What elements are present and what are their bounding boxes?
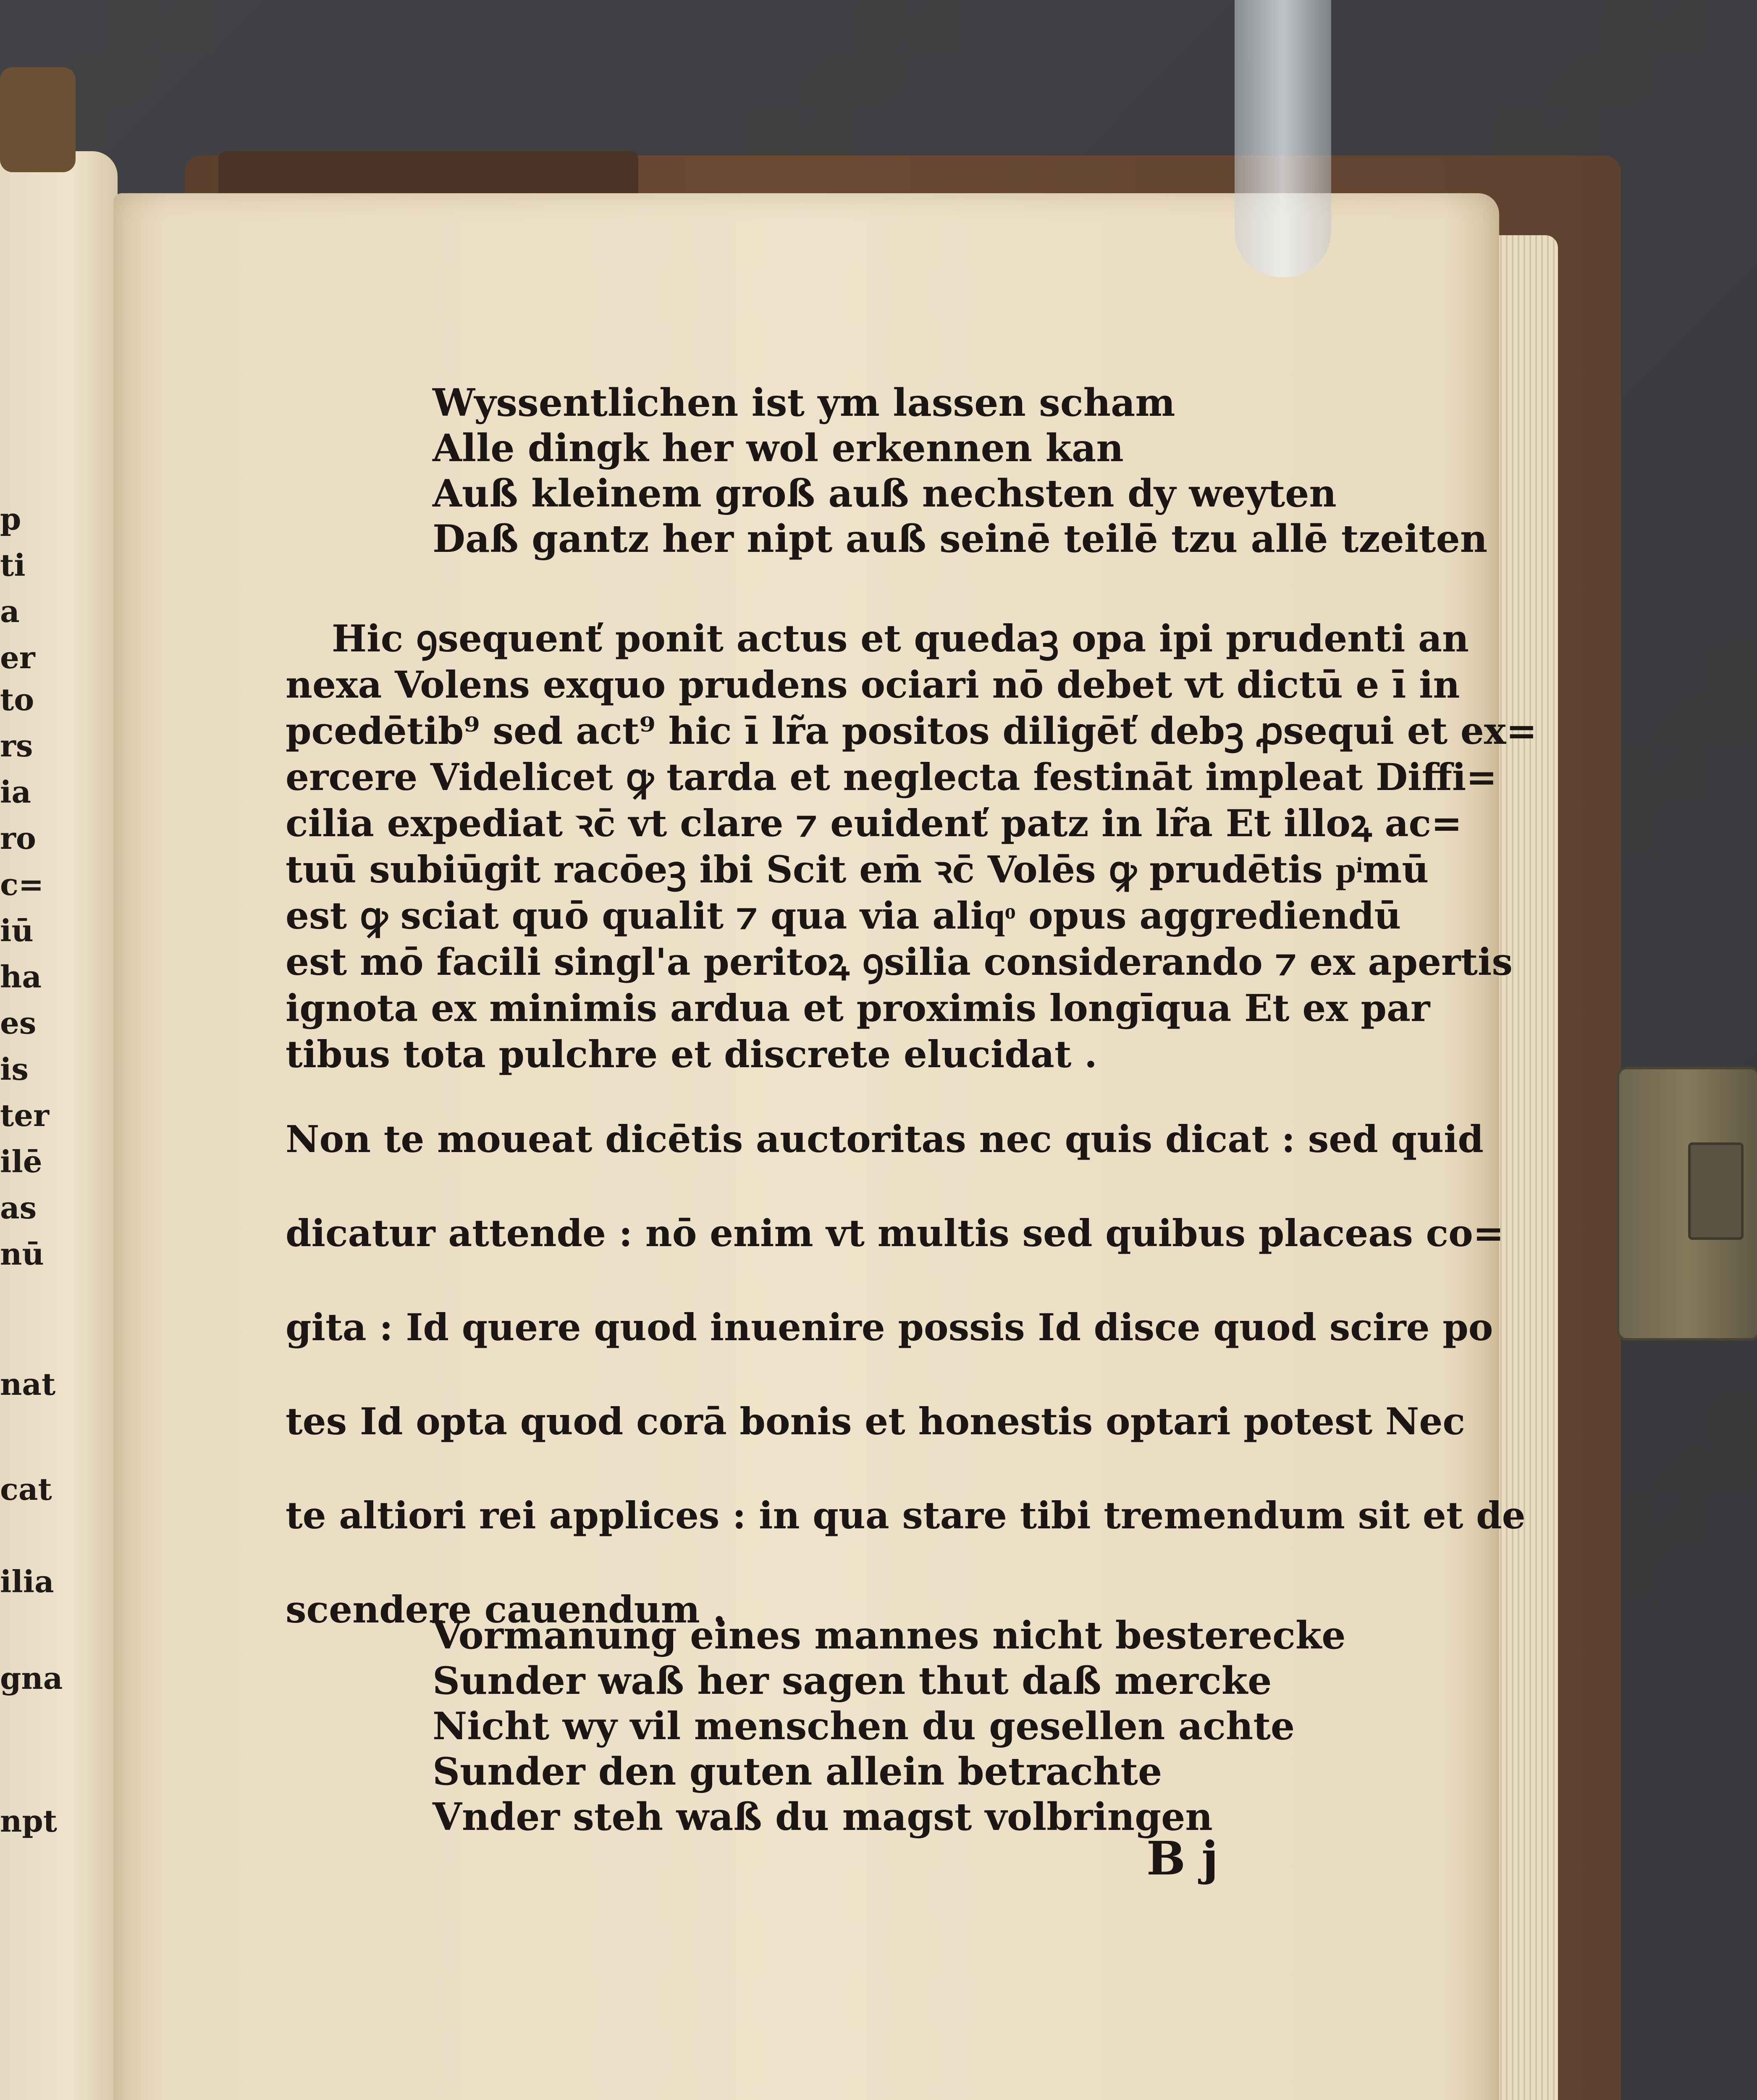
commentary-line: Hic ꝯsequenť ponit actus et quedaꝫ opa ipi prudenti an: [332, 617, 1469, 660]
left-clasp: [0, 67, 76, 172]
verse-line: Wyssentlichen ist ym lassen scham: [433, 381, 1175, 425]
left-fragment: to: [0, 682, 34, 717]
verse-line: Daß gantz her nipt auß seinē teilē tzu allē tzeiten: [433, 517, 1488, 561]
quote-line: gita : Id quere quod inuenire possis Id disce quod scire po: [286, 1305, 1493, 1349]
verse-top: [433, 380, 1487, 562]
quote-line: dicatur attende : nō enim vt multis sed quibus placeas co=: [286, 1211, 1504, 1255]
left-page: [0, 151, 118, 2100]
commentary-line: est mō facili singl'a peritoꝝ ꝯsilia considerando ⁊ ex apertis: [286, 940, 1513, 984]
quote-line: scendere cauendum .: [286, 1588, 726, 1631]
verse-line: Sunder waß her sagen thut daß mercke: [433, 1659, 1272, 1703]
verse-line: Sunder den guten allein betrachte: [433, 1749, 1162, 1794]
left-fragment: a: [0, 593, 20, 629]
page-holder-strip-top: [1235, 0, 1331, 277]
verse-line: Auß kleinem groß auß nechsten dy weyten: [433, 471, 1337, 516]
left-fragment: es: [0, 1005, 37, 1041]
left-fragment: ia: [0, 774, 31, 810]
left-fragment: rs: [0, 728, 33, 764]
left-fragment: ro: [0, 820, 36, 856]
verse-line: Vormanung eines mannes nicht besterecke: [433, 1613, 1346, 1658]
left-fragment: npt: [0, 1803, 57, 1839]
verse-line: Nicht wy vil menschen du gesellen achte: [433, 1704, 1295, 1748]
quote: [286, 1092, 1526, 1656]
left-fragment: is: [0, 1051, 29, 1087]
commentary-line: tuū subiūgit racōeꝫ ibi Scit em̄ ꝛc̄ Volēs ꝙ prudētis pͥmū: [286, 848, 1429, 891]
left-fragment: nat: [0, 1366, 56, 1402]
left-fragment: p: [0, 501, 21, 537]
quote-line: Non te moueat dicētis auctoritas nec quis dicat : sed quid: [286, 1117, 1484, 1161]
clasp-pin: [1688, 1142, 1744, 1240]
verse-line: Vnder steh waß du magst volbringen: [433, 1795, 1213, 1839]
left-fragment: ilē: [0, 1144, 42, 1179]
commentary-line: tibus tota pulchre et discrete elucidat .: [286, 1032, 1097, 1076]
quote-line: tes Id opta quod corā bonis et honestis optari potest Nec: [286, 1399, 1465, 1443]
left-fragment: nū: [0, 1236, 44, 1272]
left-fragment: ha: [0, 959, 42, 995]
commentary: [286, 615, 1537, 1077]
verse-line: Alle dingk her wol erkennen kan: [433, 426, 1124, 470]
left-fragment: gna: [0, 1660, 63, 1696]
left-fragment: iū: [0, 913, 34, 948]
left-fragment: er: [0, 640, 35, 675]
left-fragment: cat: [0, 1471, 52, 1507]
commentary-line: ignota ex minimis ardua et proximis longīqua Et ex par: [286, 986, 1430, 1030]
signature-mark: B j: [1146, 1831, 1219, 1885]
left-fragment: ter: [0, 1097, 49, 1133]
commentary-line: pcedētib⁹ sed act⁹ hic ī lr̃a positos diligēť debꝫ ꝓsequi et ex=: [286, 709, 1537, 753]
left-fragment: ti: [0, 547, 26, 583]
left-fragment: c=: [0, 866, 44, 902]
left-fragment: as: [0, 1190, 37, 1226]
commentary-line: est ꝙ sciat quō qualit ⁊ qua via aliqͦ opus aggrediendū: [286, 894, 1401, 937]
commentary-line: cilia expediat ꝛc̄ vt clare ⁊ euidenť patz in lr̃a Et illoꝝ ac=: [286, 801, 1462, 845]
verse-bottom: [433, 1613, 1346, 1840]
quote-line: te altiori rei applices : in qua stare tibi tremendum sit et de: [286, 1494, 1526, 1537]
left-fragment: ilia: [0, 1564, 54, 1599]
commentary-line: ercere Videlicet ꝙ tarda et neglecta festināt impleat Diffi=: [286, 755, 1497, 799]
commentary-line: nexa Volens exquo prudens ociari nō debet vt dictū e ī in: [286, 663, 1460, 706]
